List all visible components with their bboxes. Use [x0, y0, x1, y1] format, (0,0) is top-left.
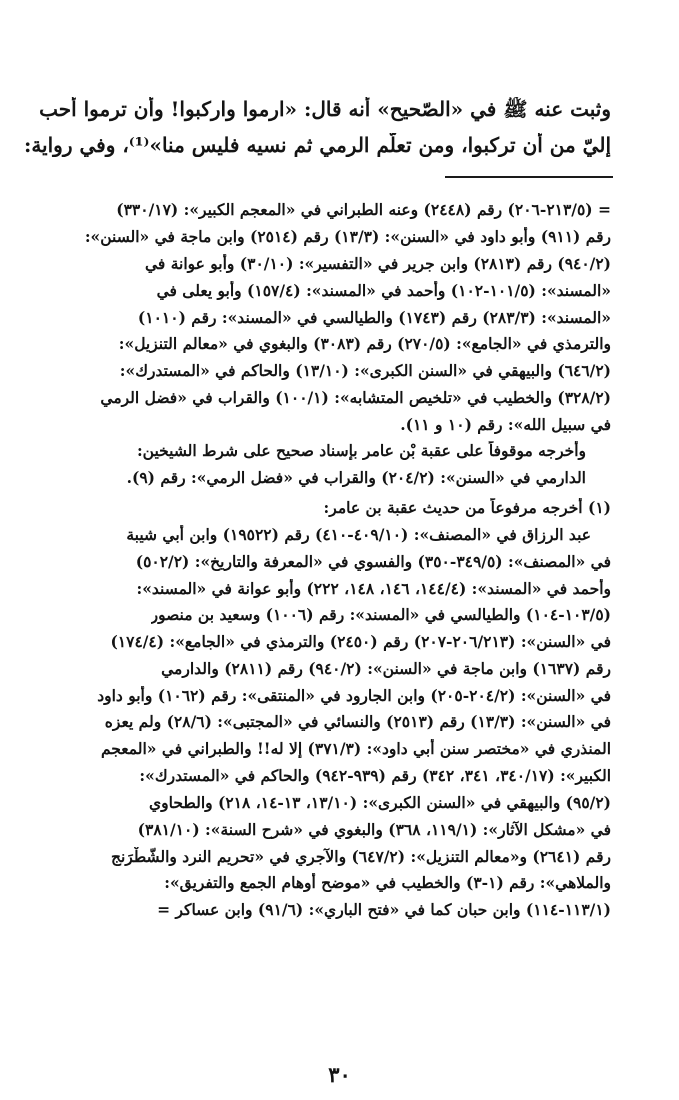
footnote-line: (١) أخرجه مرفوعاً من حديث عقبة بن عامر:	[323, 498, 611, 517]
footnote-line: وأخرجه موقوفاً على عقبة بْن عامر بإسناد صحيح على شرط الشيخين:	[136, 441, 586, 460]
footnote-line: رقم (٢٦٤١) و«معالم التنزيل»: (٦٤٧/٢) والآجري في «تحريم النرد والشّطْرَنج	[110, 847, 611, 866]
footnote-line: في «السنن»: (١٣/٣) رقم (٢٥١٣) والنسائي في «المجتبى»: (٢٨/٦) ولم يعزه	[104, 712, 611, 731]
page-number: ٣٠	[328, 1062, 351, 1087]
footnote-line: (٩٥/٢) والبيهقي في «السنن الكبرى»: (١٣/١٠، ١٣-١٤، ٢١٨) والطحاوي	[149, 793, 611, 812]
footnote-line: عبد الرزاق في «المصنف»: (٤٠٩/١٠-٤١٠) رقم (١٩٥٢٢) وابن أبي شيبة	[126, 525, 591, 544]
footnote-line: في «السنن»: (٢٠٤/٢-٢٠٥) وابن الجارود في «المنتقى»: رقم (١٠٦٢) وأبو داود	[97, 686, 611, 705]
footnote-line: والملاهي»: رقم (١-٣) والخطيب في «موضح أوهام الجمع والتفريق»:	[164, 873, 611, 892]
main-text-line: إليّ من أن تركبوا، ومن تعلّم الرمي ثم نسيه فليس منا»⁽¹⁾، وفي رواية:	[23, 133, 611, 157]
footnote-line: «المسند»: (١٠١/٥-١٠٢) وأحمد في «المسند»: (١٥٧/٤) وأبو يعلى في	[156, 281, 611, 300]
footnote-line: «المسند»: (٢٨٣/٣) رقم (١٧٤٣) والطيالسي في «المسند»: رقم (١٠١٠)	[137, 308, 611, 327]
footnote-line: في «المصنف»: (٣٤٩/٥-٣٥٠) والفسوي في «المعرفة والتاريخ»: (٥٠٢/٢)	[135, 552, 611, 571]
footnote-line: (٩٤٠/٢) رقم (٢٨١٣) وابن جرير في «التفسير»: (٣٠/١٠) وأبو عوانة في	[144, 254, 611, 273]
footnote-line: = (٢١٣/٥-٢٠٦) رقم (٢٤٤٨) وعنه الطبراني في «المعجم الكبير»: (٣٣٠/١٧)	[116, 200, 611, 219]
footnote-line: والترمذي في «الجامع»: (٢٧٠/٥) رقم (٣٠٨٣) والبغوي في «معالم التنزيل»:	[118, 334, 611, 353]
footnote-line: (١١٣/١-١١٤) وابن حبان كما في «فتح الباري»: (٩١/٦) وابن عساكر =	[157, 900, 611, 919]
footnote-line: (٦٤٦/٢) والبيهقي في «السنن الكبرى»: (١٣/١٠) والحاكم في «المستدرك»:	[119, 361, 611, 380]
footnote-line: في «مشكل الآثار»: (١١٩/١، ٣٦٨) والبغوي في «شرح السنة»: (٣٨١/١٠)	[137, 820, 611, 839]
footnote-line: (٣٢٨/٢) والخطيب في «تلخيص المتشابه»: (١٠٠/١) والقراب في «فضل الرمي	[100, 388, 611, 407]
footnote-line: رقم (٩١١) وأبو داود في «السنن»: (١٣/٣) رقم (٢٥١٤) وابن ماجة في «السنن»:	[84, 227, 611, 246]
footnote-line: في سبيل الله»: رقم (١٠ و ١١).	[400, 415, 611, 434]
footnote-line: في «السنن»: (٢٠٦/٢١٣-٢٠٧) رقم (٢٤٥٠) والترمذي في «الجامع»: (١٧٤/٤)	[110, 632, 611, 651]
footnote-line: الكبير»: (٣٤٠/١٧، ٣٤١، ٣٤٢) رقم (٩٣٩-٩٤٢) والحاكم في «المستدرك»:	[139, 766, 611, 785]
footnote-line: (١٠٣/٥-١٠٤) والطيالسي في «المسند»: رقم (١٠٠٦) وسعيد بن منصور	[150, 605, 611, 624]
footnote-line: المنذري في «مختصر سنن أبي داود»: (٣٧١/٣) إلا له!! والطبراني في «المعجم	[100, 739, 611, 758]
footnote-line: وأحمد في «المسند»: (١٤٤/٤، ١٤٦، ١٤٨، ٢٢٢) وأبو عوانة في «المسند»:	[136, 579, 611, 598]
main-text-line: وثبت عنه ﷺ في «الصّحيح» أنه قال: «ارموا واركبوا! وأن ترموا أحب	[39, 97, 611, 121]
footnote-line: الدارمي في «السنن»: (٢٠٤/٢) والقراب في «فضل الرمي»: رقم (٩).	[126, 468, 586, 487]
footnote-separator	[445, 176, 613, 178]
footnote-line: رقم (١٦٣٧) وابن ماجة في «السنن»: (٩٤٠/٢) رقم (٢٨١١) والدارمي	[161, 659, 611, 678]
